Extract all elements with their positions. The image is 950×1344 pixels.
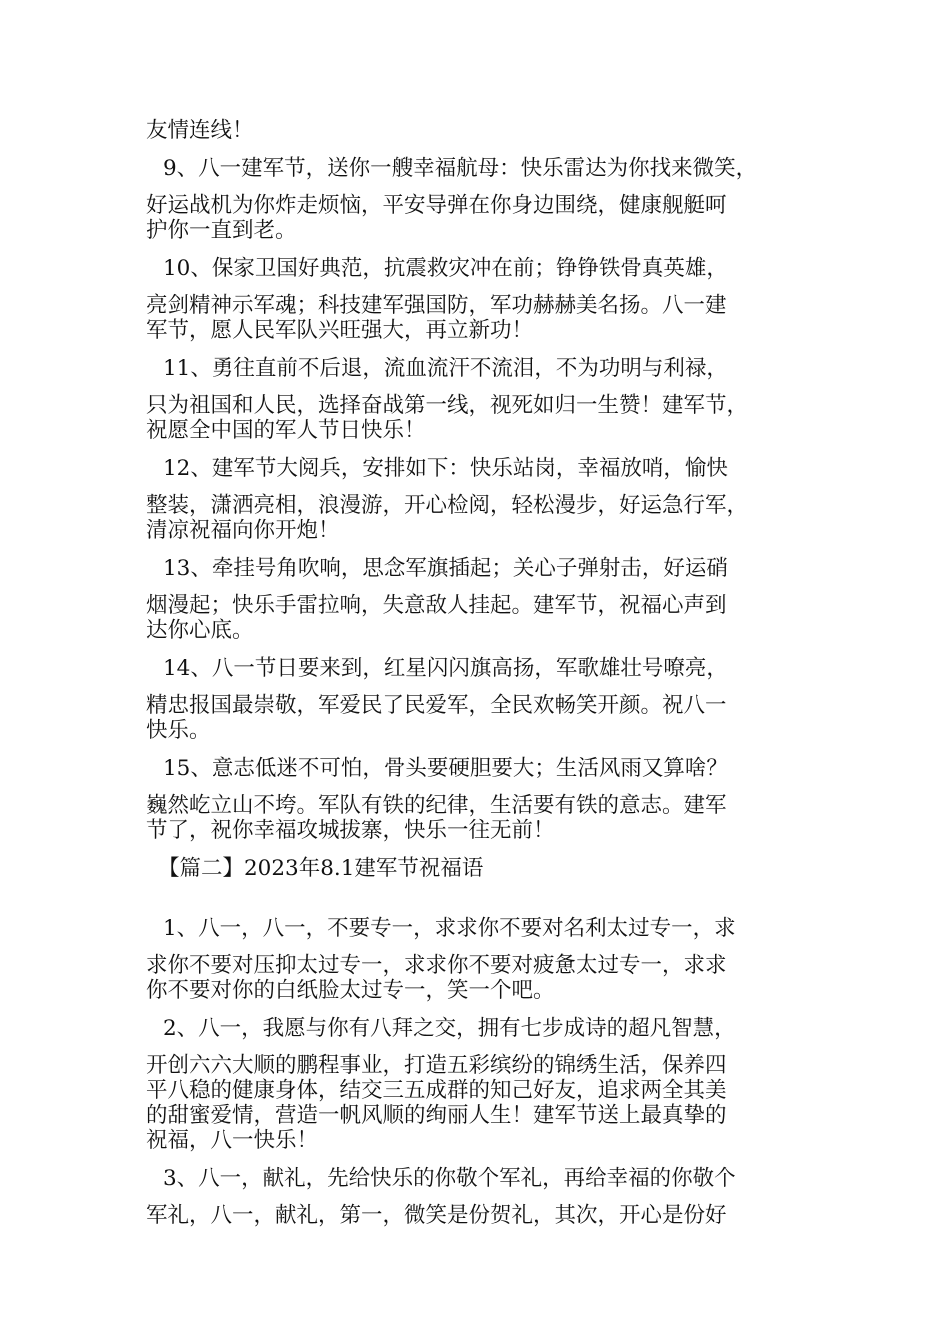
- text-line: 祝愿全中国的军人节日快乐！: [146, 418, 426, 443]
- text-line: 14、八一节日要来到，红星闪闪旗高扬，军歌雄壮号嘹亮，: [163, 656, 728, 681]
- text-line: 求你不要对压抑太过专一，求求你不要对疲惫太过专一，求求: [146, 953, 727, 978]
- text-line: 护你一直到老。: [146, 218, 297, 243]
- list-item-continued: [146, 193, 806, 243]
- text-line: 清凉祝福向你开炮！: [146, 518, 340, 543]
- list-item-continued: [146, 1053, 806, 1153]
- text-line: 军节，愿人民军队兴旺强大，再立新功！: [146, 318, 534, 343]
- list-item: [146, 356, 806, 381]
- list-item: [146, 1016, 806, 1041]
- list-item-continued: [146, 1203, 806, 1228]
- list-item-continued: [146, 793, 806, 843]
- intro-tail: [146, 118, 806, 143]
- spacer: [146, 881, 806, 903]
- text-line: 15、意志低迷不可怕，骨头要硬胆要大；生活风雨又算啥？: [163, 756, 728, 781]
- list-item-continued: [146, 393, 806, 443]
- list-item: [146, 556, 806, 581]
- text-line: 节了，祝你幸福攻城拔寨，快乐一往无前！: [146, 818, 555, 843]
- text-line: 的甜蜜爱情，营造一帆风顺的绚丽人生！建军节送上最真挚的: [146, 1103, 727, 1128]
- text-line: 军礼，八一，献礼，第一，微笑是份贺礼，其次，开心是份好: [146, 1203, 727, 1228]
- list-item: [146, 1166, 806, 1191]
- text-line: 10、保家卫国好典范，抗震救灾冲在前；铮铮铁骨真英雄，: [163, 256, 728, 281]
- text-line: 开创六六大顺的鹏程事业，打造五彩缤纷的锦绣生活，保养四: [146, 1053, 727, 1078]
- text-line: 快乐。: [146, 718, 211, 743]
- text-line: 3、八一，献礼，先给快乐的你敬个军礼，再给幸福的你敬个: [163, 1166, 736, 1191]
- list-item: [146, 756, 806, 781]
- text-line: 12、建军节大阅兵，安排如下：快乐站岗，幸福放哨，愉快: [163, 456, 728, 481]
- text-line: 1、八一，八一，不要专一，求求你不要对名利太过专一，求: [163, 916, 736, 941]
- text-line: 9、八一建军节，送你一艘幸福航母：快乐雷达为你找来微笑，: [163, 156, 758, 181]
- list-item-continued: [146, 293, 806, 343]
- document-body: [146, 118, 806, 1228]
- list-item-continued: [146, 953, 806, 1003]
- list-item: [146, 456, 806, 481]
- section-heading: 【篇二】2023年8.1建军节祝福语: [158, 856, 484, 881]
- text-line: 你不要对你的白纸脸太过专一，笑一个吧。: [146, 978, 555, 1003]
- text-line: 11、勇往直前不后退，流血流汗不流泪，不为功明与利禄，: [163, 356, 728, 381]
- text-line: 只为祖国和人民，选择奋战第一线，视死如归一生赞！建军节，: [146, 393, 749, 418]
- list-item: [146, 256, 806, 281]
- text-line: 平八稳的健康身体，结交三五成群的知己好友，追求两全其美: [146, 1078, 727, 1103]
- text-line: 整装，潇洒亮相，浪漫游，开心检阅，轻松漫步，好运急行军，: [146, 493, 749, 518]
- text-line: 亮剑精神示军魂；科技建军强国防，军功赫赫美名扬。八一建: [146, 293, 727, 318]
- text-line: 13、牵挂号角吹响，思念军旗插起；关心子弹射击，好运硝: [163, 556, 728, 581]
- text-line: 好运战机为你炸走烦恼，平安导弹在你身边围绕，健康舰艇呵: [146, 193, 727, 218]
- list-item-continued: [146, 493, 806, 543]
- text-line: 达你心底。: [146, 618, 254, 643]
- list-item-continued: [146, 593, 806, 643]
- list-item: [146, 656, 806, 681]
- list-item: [146, 156, 806, 181]
- text-line: 烟漫起；快乐手雷拉响，失意敌人挂起。建军节，祝福心声到: [146, 593, 727, 618]
- list-item-continued: [146, 693, 806, 743]
- text-line: 精忠报国最崇敬，军爱民了民爱军，全民欢畅笑开颜。祝八一: [146, 693, 727, 718]
- text-line: 友情连线！: [146, 118, 254, 143]
- text-line: 巍然屹立山不垮。军队有铁的纪律，生活要有铁的意志。建军: [146, 793, 727, 818]
- list-item: [146, 916, 806, 941]
- text-line: 2、八一，我愿与你有八拜之交，拥有七步成诗的超凡智慧，: [163, 1016, 736, 1041]
- text-line: 祝福，八一快乐！: [146, 1128, 319, 1153]
